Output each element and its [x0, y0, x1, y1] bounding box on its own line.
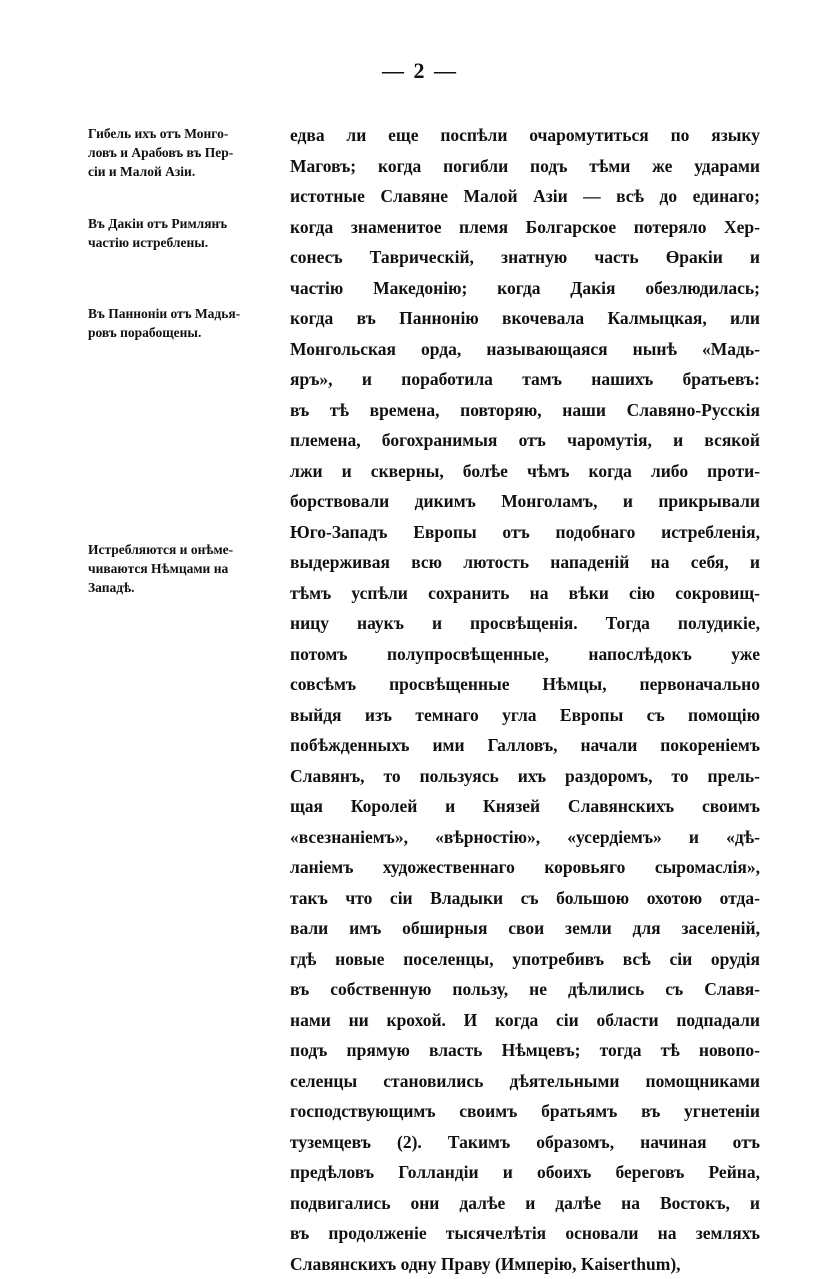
body-line: потомъ полупросвѣщенные, напослѣдокъ уже [290, 639, 760, 670]
margin-note-dacia [88, 214, 293, 252]
body-line: въ продолженіе тысячелѣтія основали на земляхъ [290, 1218, 760, 1249]
body-line: Маговъ; когда погибли подъ тѣми же ударами [290, 151, 760, 182]
body-line: частію Македонію; когда Дакія обезлюдилась; [290, 273, 760, 304]
body-line: господствующимъ своимъ братьямъ въ угнетеніи [290, 1096, 760, 1127]
body-line: когда знаменитое племя Болгарское потеряло Хер- [290, 212, 760, 243]
body-line: предѣловъ Голландіи и обоихъ береговъ Рейна, [290, 1157, 760, 1188]
body-line: выйдя изъ темнаго угла Европы съ помощію [290, 700, 760, 731]
margin-note-line: Западѣ. [88, 578, 293, 597]
body-line: такъ что сіи Владыки съ большою охотою отда- [290, 883, 760, 914]
body-line: нами ни крохой. И когда сіи области подпадали [290, 1005, 760, 1036]
margin-note-line: ровъ порабощены. [88, 323, 293, 342]
body-line: яръ», и поработила тамъ нашихъ братьевъ: [290, 364, 760, 395]
body-line: едва ли еще поспѣли очаромутиться по языку [290, 120, 760, 151]
body-line: побѣжденныхъ ими Галловъ, начали покореніемъ [290, 730, 760, 761]
body-line: совсѣмъ просвѣщенные Нѣмцы, первоначально [290, 669, 760, 700]
body-line: борствовали дикимъ Монголамъ, и прикрывали [290, 486, 760, 517]
body-line: когда въ Паннонію вкочевала Калмыцкая, или [290, 303, 760, 334]
body-line: Славянъ, то пользуясь ихъ раздоромъ, то прель- [290, 761, 760, 792]
body-text [290, 120, 760, 1279]
margin-note-persia [88, 124, 293, 181]
body-line: племена, богохранимыя отъ чаромутія, и всякой [290, 425, 760, 456]
margin-note-west [88, 540, 293, 597]
body-line: Юго-Западъ Европы отъ подобнаго истребленія, [290, 517, 760, 548]
body-line: селенцы становились дѣятельными помощниками [290, 1066, 760, 1097]
body-line: ницу наукъ и просвѣщенія. Тогда полудикіе, [290, 608, 760, 639]
margin-note-line: Гибель ихъ отъ Монго- [88, 124, 293, 143]
body-line: «всезнаніемъ», «вѣрностію», «усердіемъ» и «дѣ- [290, 822, 760, 853]
margin-note-line: чиваются Нѣмцами на [88, 559, 293, 578]
body-line: сонесъ Таврическій, знатную часть Өракіи и [290, 242, 760, 273]
margin-note-line: Въ Дакіи отъ Римлянъ [88, 214, 293, 233]
body-line: въ собственную пользу, не дѣлились съ Славя- [290, 974, 760, 1005]
body-line: гдѣ новые поселенцы, употребивъ всѣ сіи орудія [290, 944, 760, 975]
body-line: вали имъ обширныя свои земли для заселеній, [290, 913, 760, 944]
margin-note-line: Истребляются и онѣме- [88, 540, 293, 559]
body-line: истотные Славяне Малой Азіи — всѣ до единаго; [290, 181, 760, 212]
margin-note-pannonia [88, 304, 293, 342]
body-line: выдерживая всю лютость нападеній на себя, и [290, 547, 760, 578]
body-line: Монгольская орда, называющаяся нынѣ «Мадь- [290, 334, 760, 365]
margin-note-line: сіи и Малой Азіи. [88, 162, 293, 181]
margin-note-line: ловъ и Арабовъ въ Пер- [88, 143, 293, 162]
body-line: Славянскихъ одну Праву (Имперію, Kaiserthum), [290, 1249, 760, 1279]
body-line: ланіемъ художественнаго коровьяго сыромаслія», [290, 852, 760, 883]
body-line: въ тѣ времена, повторяю, наши Славяно-Русскія [290, 395, 760, 426]
body-line: щая Королей и Князей Славянскихъ своимъ [290, 791, 760, 822]
margin-note-line: Въ Паннонiи отъ Мадья- [88, 304, 293, 323]
body-line: лжи и скверны, болѣе чѣмъ когда либо проти- [290, 456, 760, 487]
body-line: тѣмъ успѣли сохранить на вѣки сію сокровищ- [290, 578, 760, 609]
body-line: подъ прямую власть Нѣмцевъ; тогда тѣ новопо- [290, 1035, 760, 1066]
margin-note-line: частію истреблены. [88, 233, 293, 252]
body-line: подвигались они далѣе и далѣе на Востокъ, и [290, 1188, 760, 1219]
body-line: туземцевъ (2). Такимъ образомъ, начиная отъ [290, 1127, 760, 1158]
page-number: — 2 — [0, 58, 840, 84]
